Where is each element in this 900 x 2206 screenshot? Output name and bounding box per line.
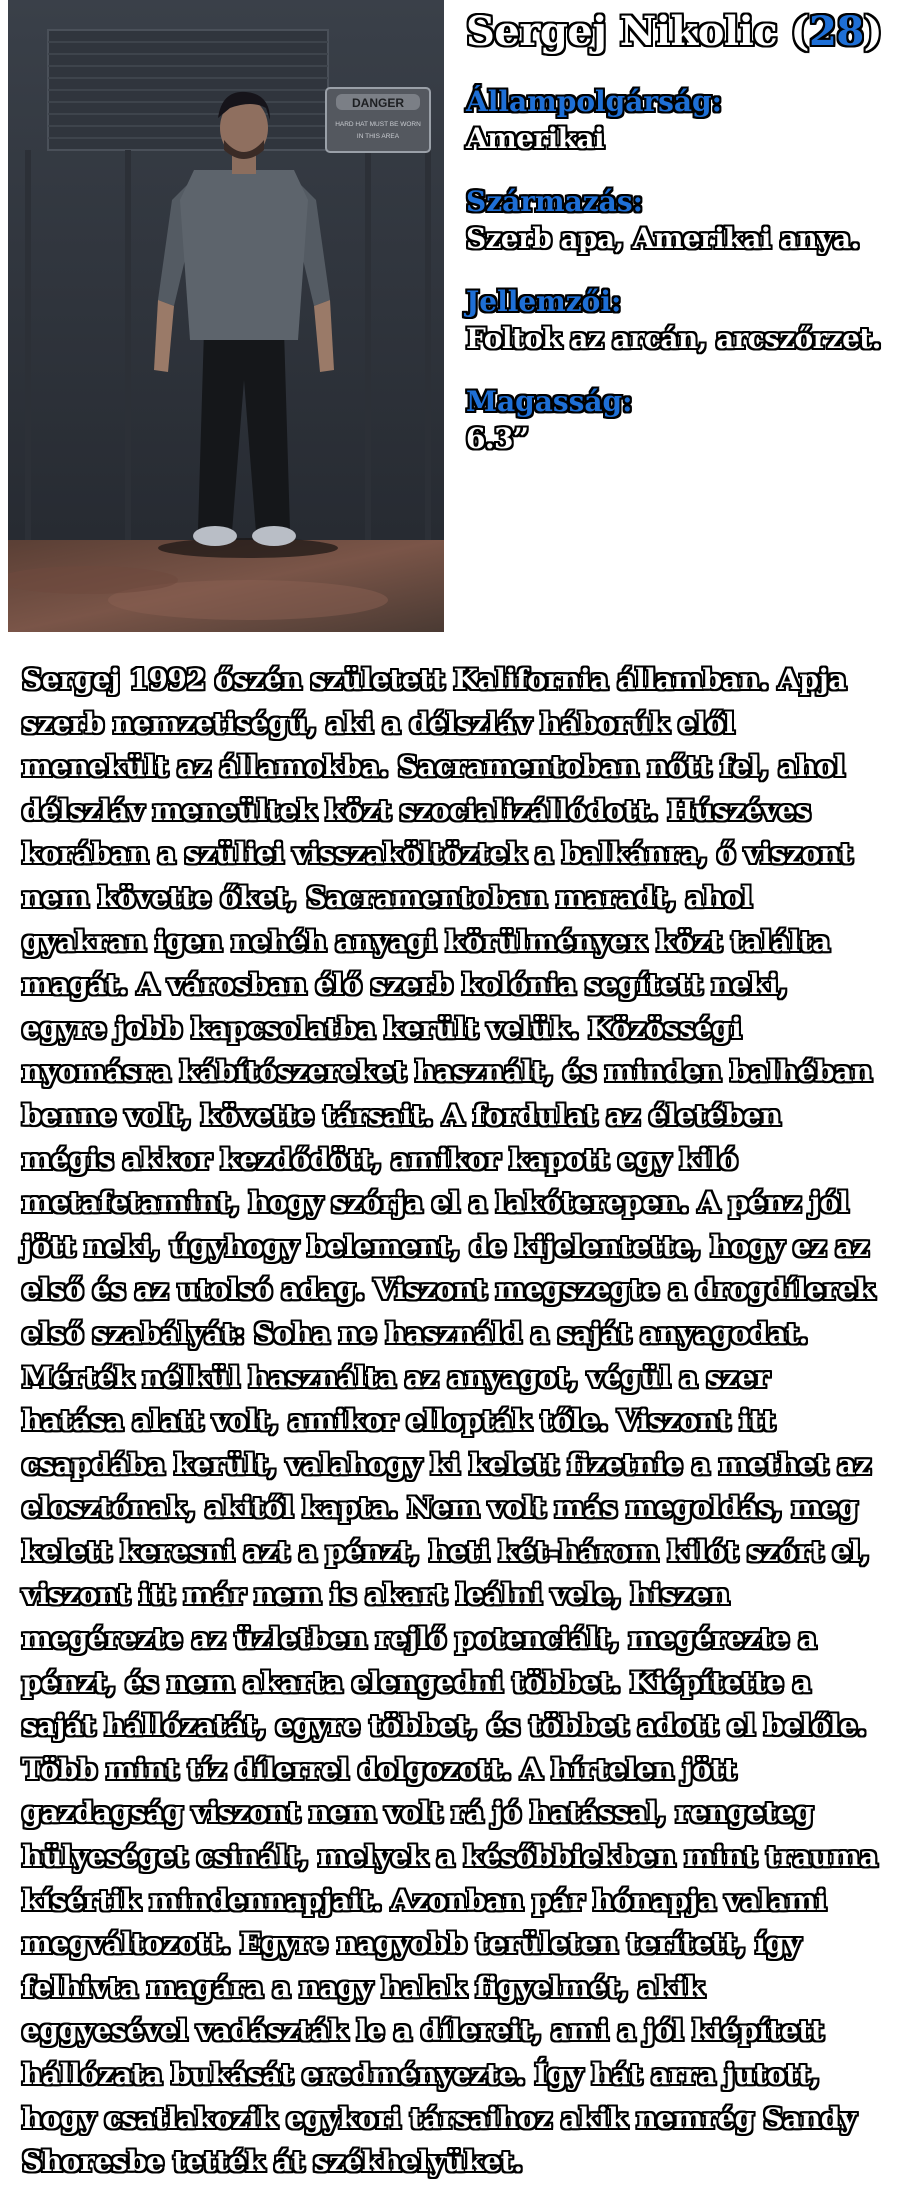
character-illustration <box>8 0 444 632</box>
field-value: 6.3” <box>466 422 529 455</box>
bio-line: jött neki, úgyhogy belement, de kijelentette, hogy ez az <box>22 1229 869 1263</box>
bio-line: kísértik mindennapjait. Azonban pár hónapja valami <box>22 1883 827 1917</box>
bio-line: Shoresbe tették át székhelyüket. <box>22 2145 523 2179</box>
field-citizenship <box>466 84 896 158</box>
profile-info <box>466 6 896 458</box>
bio-line: első szabályát: Soha ne használd a saját anyagodat. <box>22 1316 808 1350</box>
field-origin <box>466 184 896 258</box>
bio-line: hállózata bukását eredményezte. Így hát arra jutott, <box>22 2058 820 2091</box>
bio-line: délszláv meneültek közt szocializállódott. Húszéves <box>22 793 811 827</box>
bio-line: benne volt, követte társait. A fordulat az életében <box>22 1098 781 1132</box>
field-label: Állampolgárság: <box>466 85 722 118</box>
field-label: Jellemzői: <box>466 285 622 318</box>
bio-line: magát. A városban élő szerb kolónia segített neki, <box>22 968 788 1002</box>
bio-line: csapdába került, valahogy ki kelett fizetnie a methet az <box>22 1447 871 1481</box>
bio-line: felhivta magára a nagy halak figyelmét, akik <box>22 1970 704 2004</box>
bio-line: Sergej 1992 őszén született Kalifornia államban. Apja <box>22 663 847 696</box>
field-label: Származás: <box>466 185 643 218</box>
bio-line: mégis akkor kezdődött, amikor kapott egy kiló <box>22 1142 738 1176</box>
danger-sign-line2: IN THIS AREA <box>356 133 400 140</box>
bio-line: pénzt, és nem akarta elengedni többet. Kiépítette a <box>22 1665 811 1699</box>
bio-line: hülyeséget csinált, melyek a későbbiekben mint trauma <box>22 1840 878 1874</box>
danger-sign-title: DANGER <box>351 96 405 110</box>
bio-line: egyre jobb kapcsolatba került velük. Közösségi <box>22 1011 742 1045</box>
bio-line: hogy csatlakozik egykori társaihoz akik nemrég Sandy <box>22 2101 856 2135</box>
character-photo <box>8 0 444 632</box>
field-label: Magasság: <box>466 385 633 418</box>
bio-line: megváltozott. Egyre nagyobb területen terített, így <box>22 1927 801 1961</box>
bio-line: nyomásra kábítószereket használt, és minden balhéban <box>22 1055 872 1089</box>
field-value: Foltok az arcán, arcszőrzet. <box>466 322 881 355</box>
danger-sign-line1: HARD HAT MUST BE WORN <box>335 121 421 128</box>
field-value: Amerikai <box>466 122 604 155</box>
bio-line: nem követte őket, Sacramentoban maradt, ahol <box>22 880 752 914</box>
bio-line: első és az utolsó adag. Viszont megszegte a drogdílerek <box>22 1273 875 1307</box>
bio-line: korában a szüliei visszaköltöztek a balkánra, ő viszont <box>22 837 853 871</box>
character-name-heading: Sergej Nikolic (28) <box>466 8 883 55</box>
character-age: 28 <box>808 8 864 55</box>
bio-line: saját hállózatát, egyre többet, és többet adott el belőle. <box>22 1709 867 1743</box>
bio-line: megérezte az üzletben rejlő potenciált, megérezte a <box>22 1622 817 1656</box>
bio-line: Mérték nélkül használta az anyagot, végül a szer <box>22 1360 770 1394</box>
bio-line: szerb nemzetiségű, aki a délszláv háborúk elől <box>22 706 735 740</box>
bio-line: Több mint tíz dílerrel dolgozott. A hírtelen jött <box>22 1752 736 1786</box>
bio-line: metafetamint, hogy szórja el a lakóterepen. A pénz jól <box>22 1186 849 1220</box>
bio-line: elosztónak, akitől kapta. Nem volt más megoldás, meg <box>22 1491 858 1525</box>
field-height <box>466 384 896 458</box>
bio-line: kelett keresni azt a pénzt, heti két-három kilót szórt el, <box>22 1534 870 1568</box>
bio-line: gazdagság viszont nem volt rá jó hatással, rengeteg <box>22 1796 814 1830</box>
bio-line: gyakran igen nehéh anyagi körülményeк közt találta <box>22 924 830 958</box>
bio-line: eggyesével vadászták le a dílereit, ami a jól kiépített <box>22 2014 824 2048</box>
bio-line: hatása alatt volt, amikor ellopták tőle. Viszont itt <box>22 1404 775 1438</box>
character-name: Sergej Nikolic <box>466 8 778 55</box>
biography-text <box>22 658 890 2184</box>
bio-line: viszont itt már nem is akart leálni vele, hiszen <box>22 1578 730 1612</box>
field-features <box>466 284 896 358</box>
bio-line: menekült az államokba. Sacramentoban nőtt fel, ahol <box>22 750 845 784</box>
field-value: Szerb apa, Amerikai anya. <box>466 222 860 255</box>
